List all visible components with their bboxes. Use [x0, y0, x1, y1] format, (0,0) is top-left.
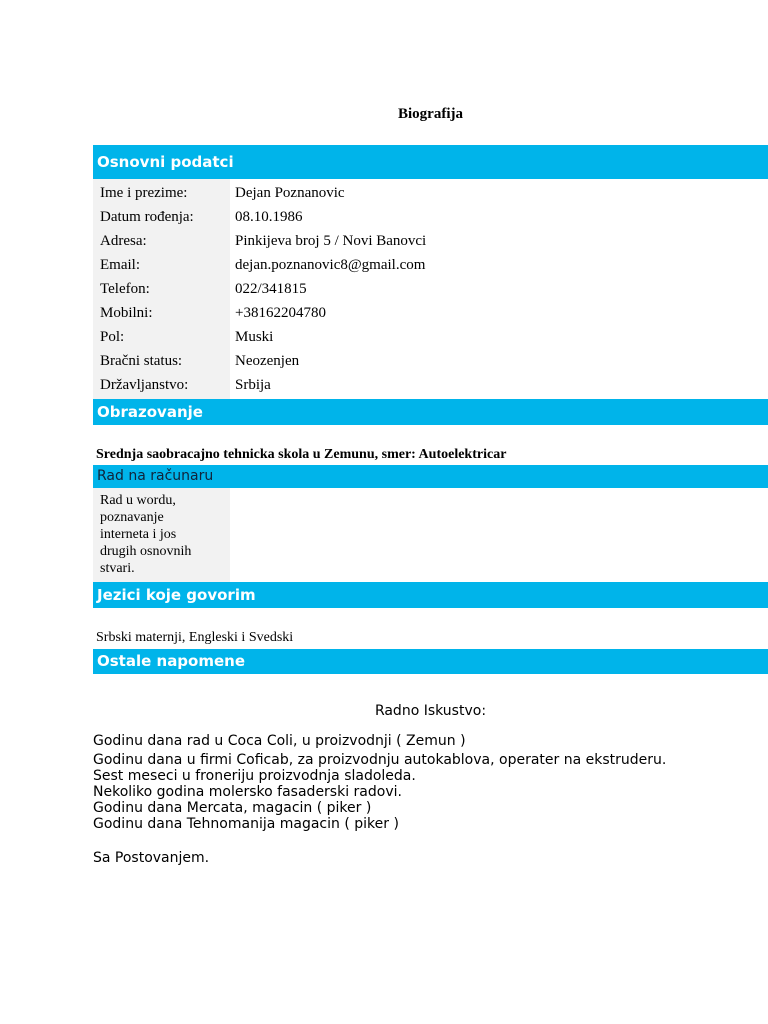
experience-list	[93, 752, 666, 832]
closing-text: Sa Postovanjem.	[93, 850, 210, 866]
computer-skills-text	[100, 492, 191, 577]
section-notes-header: Ostale napomene	[93, 649, 768, 674]
section-basic-header: Osnovni podatci	[93, 145, 768, 179]
experience-line: Sest meseci u froneriju proizvodnja sladoleda.	[93, 768, 416, 784]
education-text: Srednja saobracajno tehnicka skola u Zemunu, smer: Autoelektricar	[96, 447, 507, 462]
value-full-name: Dejan Poznanovic	[235, 185, 345, 201]
computer-line: interneta i jos	[100, 527, 177, 542]
value-mobile: +38162204780	[235, 305, 326, 321]
experience-line: Godinu dana u firmi Coficab, za proizvodnju autokablova, operater na ekstruderu.	[93, 752, 667, 768]
experience-line: Godinu dana Tehnomanija magacin ( piker )	[93, 816, 399, 832]
languages-text: Srbski maternji, Engleski i Svedski	[96, 630, 294, 645]
experience-line: Godinu dana Mercata, magacin ( piker )	[93, 800, 372, 816]
label-gender: Pol:	[100, 329, 125, 345]
value-citizenship: Srbija	[235, 377, 271, 393]
computer-line: drugih osnovnih	[100, 544, 192, 559]
computer-line: stvari.	[100, 561, 135, 576]
section-education-header: Obrazovanje	[93, 399, 768, 425]
label-marital-status: Bračni status:	[100, 353, 183, 369]
section-languages-header: Jezici koje govorim	[93, 582, 768, 608]
experience-line: Godinu dana rad u Coca Coli, u proizvodnji ( Zemun )	[93, 733, 466, 749]
experience-line: Nekoliko godina molersko fasaderski radovi.	[93, 784, 402, 800]
label-mobile: Mobilni:	[100, 305, 153, 321]
section-computer-header: Rad na računaru	[93, 465, 768, 488]
label-email: Email:	[100, 257, 140, 273]
experience-title: Radno Iskustvo:	[374, 703, 487, 719]
computer-line: Rad u wordu,	[100, 493, 176, 508]
label-address: Adresa:	[100, 233, 147, 249]
value-address: Pinkijeva broj 5 / Novi Banovci	[235, 233, 427, 249]
value-email: dejan.poznanovic8@gmail.com	[235, 257, 426, 273]
value-phone: 022/341815	[235, 281, 307, 297]
label-birth-date: Datum rođenja:	[100, 209, 194, 225]
label-citizenship: Državljanstvo:	[100, 377, 189, 393]
computer-line: poznavanje	[100, 510, 164, 525]
label-full-name: Ime i prezime:	[100, 185, 188, 201]
value-gender: Muski	[235, 329, 274, 345]
label-phone: Telefon:	[100, 281, 150, 297]
value-marital-status: Neozenjen	[235, 353, 300, 369]
page-title: Biografija	[398, 106, 463, 122]
value-birth-date: 08.10.1986	[235, 209, 303, 225]
